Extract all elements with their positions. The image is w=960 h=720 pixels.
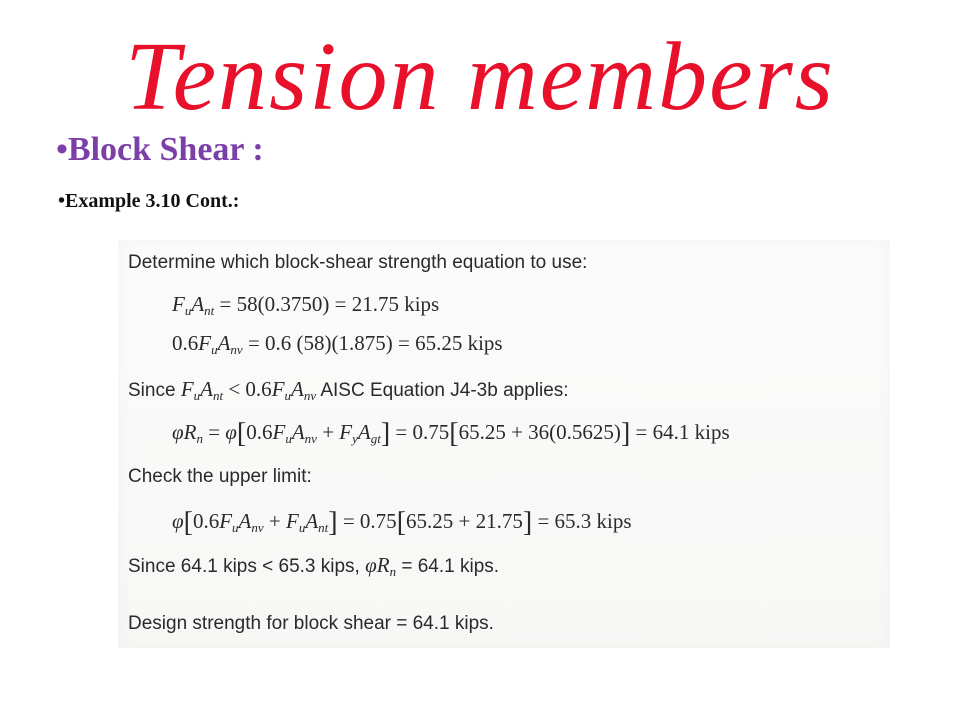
phi-rn-inner: 65.25 + 36(0.5625)	[458, 420, 621, 444]
phi-rn-result: = 64.1 kips	[630, 420, 730, 444]
fu-ant-equation: $F_uA_{nt} = 58(0.3750) = 21.75$ kips	[172, 292, 440, 318]
phi-rn-equation: $\varphi R_n = \varphi[0.6F_uA_{nv} + F_yA_{gt}] = 0.75[65.25 + 36(0.5625)] = 64.1$ kips	[172, 418, 730, 449]
since-prefix: Since	[128, 380, 181, 401]
phi-rn-value: = 0.75	[390, 420, 450, 444]
fu-ant-value: = 58(0.3750) = 21.75 kips	[214, 292, 440, 316]
upper-inner: 65.25 + 21.75	[406, 509, 523, 533]
design-strength-line: Design strength for block shear = 64.1 kips.	[128, 613, 494, 634]
upper-result: = 65.3 kips	[532, 509, 632, 533]
section-heading: •Block Shear :	[56, 131, 264, 168]
upper-limit-equation: $\varphi[0.6F_uA_{nv} + F_uA_{nt}] = 0.75[65.25 + 21.75] = 65.3$ kips	[172, 507, 632, 538]
since-suffix: AISC Equation J4-3b applies:	[316, 380, 569, 401]
since-equation-line: Since $F_uA_{nt} < 0.6F_uA_{nv}$ AISC Equation J4-3b applies:	[128, 377, 569, 403]
example-label: •Example 3.10 Cont.:	[58, 190, 240, 212]
fu-anv-equation: $0.6F_uA_{nv} = 0.6$ (58)(1.875) = 65.25 kips	[172, 331, 503, 357]
since2-b: = 64.1 kips.	[396, 556, 500, 577]
scanned-solution-image	[118, 240, 890, 648]
determine-line: Determine which block-shear strength equation to use:	[128, 252, 588, 273]
since2-a: Since 64.1 kips < 65.3 kips,	[128, 556, 366, 577]
slide-title: Tension members	[125, 23, 835, 131]
since-comparison-line: Since 64.1 kips < 65.3 kips, $\varphi R_n = 64.1$ kips.	[128, 553, 500, 579]
upper-value: = 0.75	[337, 509, 397, 533]
check-line: Check the upper limit:	[128, 466, 312, 487]
fu-anv-value: = 0.6 (58)(1.875) = 65.25 kips	[242, 331, 503, 355]
